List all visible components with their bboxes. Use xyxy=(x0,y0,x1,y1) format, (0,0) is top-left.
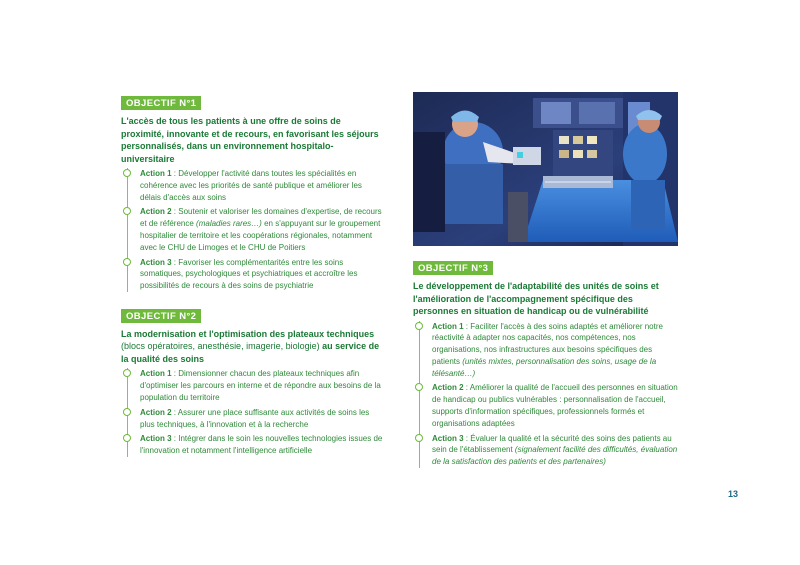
action-label: Action 3 xyxy=(140,434,172,444)
bullet-circle-icon xyxy=(415,322,423,330)
action-item xyxy=(140,168,383,203)
action-label: Action 2 xyxy=(140,207,172,217)
action-item xyxy=(432,321,678,380)
action-list xyxy=(127,368,383,457)
action-label: Action 1 xyxy=(140,169,172,178)
action-separator: : xyxy=(171,169,179,178)
page-number: 13 xyxy=(728,489,739,499)
action-item xyxy=(432,382,678,429)
left-column xyxy=(121,93,383,457)
action-item xyxy=(140,407,383,431)
bullet-circle-icon xyxy=(123,434,131,442)
action-label: Action 2 xyxy=(140,407,172,417)
action-text: en s'appuyant sur le groupement hospitalier de territoire et les coopérations régionales, notamment avec le CHU de Limoges et le CHU de Poitiers xyxy=(140,219,381,252)
action-text: Soutenir et valoriser les domaines d'expertise, de recours et de référence xyxy=(140,207,382,229)
action-text: Faciliter l'accès à des soins adaptés et améliorer notre réactivité à adapter nos capacités, nos compétences, nos organisations, nos infrastructures aux besoins spécifiques des patients xyxy=(432,321,663,366)
bullet-circle-icon xyxy=(123,369,131,377)
objectif-1 xyxy=(121,93,383,292)
objectif-badge: OBJECTIF N°2 xyxy=(121,309,201,323)
action-separator: : xyxy=(171,257,179,267)
action-label: Action 3 xyxy=(140,257,172,267)
action-text: Dimensionner chacun des plateaux techniques afin d'optimiser les parcours en interne et de répondre aux besoins de la population du territoire xyxy=(140,369,381,403)
action-label: Action 1 xyxy=(140,369,172,379)
bullet-circle-icon xyxy=(123,408,131,416)
action-list xyxy=(419,321,678,469)
bullet-circle-icon xyxy=(123,258,131,266)
action-text: Assurer une place suffisante aux activités de soins les plus techniques, à l'innovation et à la recherche xyxy=(140,407,370,429)
bullet-circle-icon xyxy=(415,434,423,442)
action-label: Action 1 xyxy=(432,321,464,331)
action-separator: : xyxy=(171,207,179,217)
objectif-badge: OBJECTIF N°1 xyxy=(121,96,201,110)
action-list xyxy=(127,168,383,292)
objectif-3 xyxy=(413,258,678,468)
action-separator: : xyxy=(171,407,178,417)
action-text: Évaluer la qualité et la sécurité des soins des patients au sein de l'établissement xyxy=(432,433,672,455)
action-separator: : xyxy=(171,369,179,379)
right-column xyxy=(413,258,678,468)
action-text-italic: (unités mixtes, personnalisation des soins, usage de la télésanté…) xyxy=(432,356,657,378)
action-item xyxy=(140,433,383,457)
operating-room-photo xyxy=(413,92,678,246)
action-text-italic: (maladies rares…) xyxy=(196,219,262,229)
action-item xyxy=(140,368,383,403)
action-label: Action 3 xyxy=(432,433,464,443)
action-text-italic: (signalement facilité des difficultés, évaluation de la satisfaction des patients et des partenaires) xyxy=(432,445,678,467)
bullet-circle-icon xyxy=(415,383,423,391)
heading-bold-part: La modernisation et l'optimisation des plateaux techniques xyxy=(121,328,375,339)
objectif-heading xyxy=(121,328,383,366)
action-item xyxy=(432,433,678,468)
action-separator: : xyxy=(463,321,471,331)
action-item xyxy=(140,206,383,253)
action-item xyxy=(140,257,383,292)
action-separator: : xyxy=(463,433,471,443)
action-text: Intégrer dans le soin les nouvelles technologies issues de l'innovation et notamment l'intelligence artificielle xyxy=(140,434,383,456)
heading-bold-part: au service de la qualité des soins xyxy=(121,341,380,364)
objectif-heading: Le développement de l'adaptabilité des unités de soins et l'amélioration de l'accompagnement spécifique des personnes en situation de handicap ou de vulnérabilité xyxy=(413,281,659,316)
operating-room-image xyxy=(413,92,678,246)
bullet-circle-icon xyxy=(123,169,131,177)
bullet-circle-icon xyxy=(123,207,131,215)
action-text: Favoriser les complémentarités entre les soins somatiques, psychologiques et psychiatriques et accroître les possibilités de recours à des soins de psychiatrie xyxy=(140,257,358,291)
action-text: Développer l'activité dans toutes les spécialités en cohérence avec les priorités de santé publique et améliorer les délais d'accès aux soins xyxy=(140,169,362,202)
objectif-2 xyxy=(121,306,383,457)
action-label: Action 2 xyxy=(432,383,464,393)
action-text: Améliorer la qualité de l'accueil des personnes en situation de handicap ou publics vulnérables : personnalisation de l'accueil, supports d'information spécifiques, professionnels formés et organisations adaptées xyxy=(432,383,678,428)
action-separator: : xyxy=(463,383,470,393)
objectif-badge: OBJECTIF N°3 xyxy=(413,261,493,275)
action-separator: : xyxy=(171,434,179,444)
objectif-heading: L'accès de tous les patients à une offre de soins de proximité, innovante et de recours, en favorisant les séjours personnalisés, dans un environnement hospitalo-universitaire xyxy=(121,116,379,164)
heading-plain-part: (blocs opératoires, anesthésie, imagerie, biologie) xyxy=(121,341,323,352)
